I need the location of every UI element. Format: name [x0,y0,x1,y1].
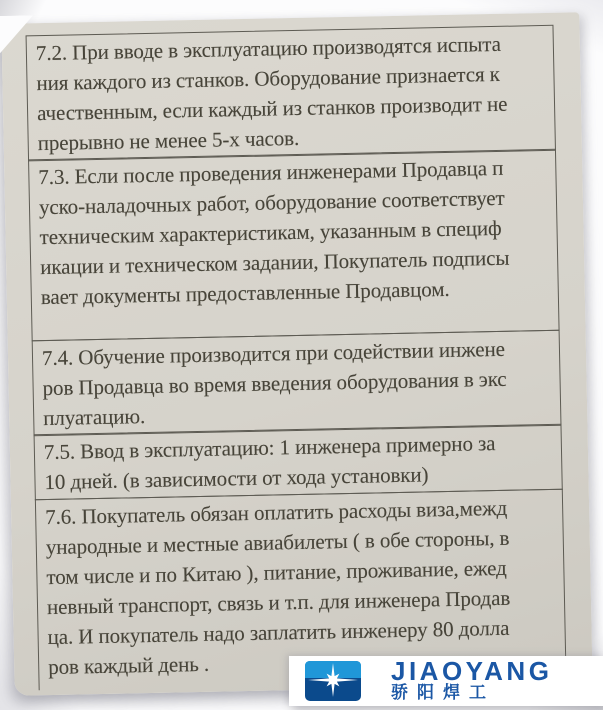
clause-line: ународные и местные авиабилеты ( в обе стороны, в [45,525,510,559]
clause-line: ца. И покупатель надо заплатить инженеру 80 долла [47,615,510,649]
contract-clause-row-7.3 [28,149,560,342]
clause-line: икации и техническом задании, Покупатель подписы [39,246,510,280]
clause-line: плуатацию. [42,403,146,430]
clause-line: уско-наладочных работ, оборудование соответствует [38,186,505,220]
contract-clause-row-7.2 [26,25,556,162]
logo-watermark-band [289,656,603,706]
clause-line: 7.6. Покупатель обязан оплатить расходы виза,межд [44,495,508,529]
jiaoyang-star-emblem-icon [305,661,361,701]
clause-line: прерывно не менее 5-х часов. [37,125,300,156]
contract-table [26,25,567,690]
contract-clause-row-7.4 [32,330,562,437]
clause-line: 7.2. При вводе в эксплуатацию производятся испыта [35,31,502,66]
clause-line: невный транспорт, связь и т.п. для инженера Продав [46,585,511,619]
clause-line: том числе и по Китаю ), питание, проживание, ежед [46,555,507,589]
brand-name-latin: JIAOYANG [391,656,553,686]
clause-line: 7.4. Обучение производится при содействии инжене [41,336,506,370]
clause-line: 10 дней. (в зависимости от хода установки) [44,462,429,495]
clause-line: ачественным, если каждый из станков производит не [36,91,508,126]
brand-name-chinese: 骄阳焊工 [391,683,495,702]
clause-line: 7.3. Если после проведения инженерами Продавца п [38,156,504,190]
document-paper [1,12,592,695]
clause-line: ров каждый день . [47,651,210,679]
clause-line: ров Продавца во время введения оборудования в экс [42,366,507,400]
clause-line: ния каждого из станков. Оборудование признается к [36,61,501,96]
clause-line: вает документы предоставленные Продавцом. [40,277,450,310]
brand-text-block [391,656,553,702]
clause-line: 7.5. Ввод в эксплуатацию: 1 инженера примерно за [43,431,496,465]
clause-line: техническим характеристикам, указанным в специф [39,216,502,250]
